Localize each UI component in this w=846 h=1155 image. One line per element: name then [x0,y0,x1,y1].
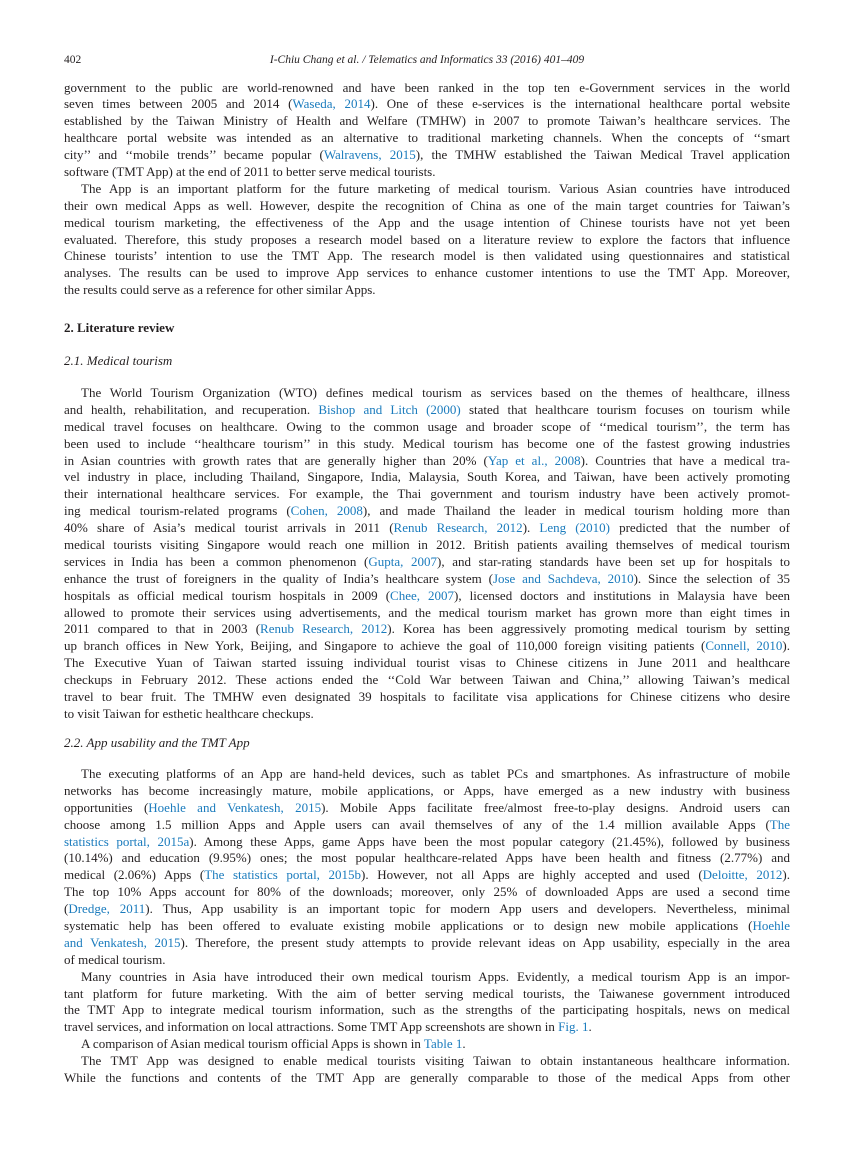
body-text: ). Therefore, the present study attempts to provide relevant ideas on App usability, especially in the area [180,934,790,950]
citation-link[interactable]: The statistics portal, 2015b [204,867,362,883]
citation-link[interactable]: Walravens, 2015 [323,147,416,163]
body-text: travel services, and information on local attractions. Some TMT App screenshots are shown in [64,1019,559,1035]
body-line [64,689,790,706]
body-text: medical travel focuses on healthcare. Owing to the common usage and broader scope of ‘‘medical tourism’’, the term has [64,418,790,434]
body-text: . [462,1036,466,1052]
body-text: ). However, not all Apps are highly accepted and used ( [361,867,703,883]
body-text: ), the TMHW established the Taiwan Medical Travel application [415,147,790,163]
body-text: ). Thus, App usability is an important topic for modern App users and developers. Nevertheless, minimal [145,901,790,917]
body-line [64,402,790,419]
body-line [64,453,790,470]
body-line [64,986,790,1003]
citation-link[interactable]: Renub Research, 2012 [393,520,523,536]
body-line [64,96,790,113]
body-text: ( [64,901,69,917]
body-line [64,706,790,723]
body-line [64,969,790,986]
body-text: ). Korea has been aggressively promoting medical tourism by setting [387,621,790,637]
body-text: to visit Taiwan for esthetic healthcare checkups. [64,705,314,721]
body-line [64,952,790,969]
citation-link[interactable]: Connell, 2010 [705,638,783,654]
body-line [64,655,790,672]
body-line [64,571,790,588]
body-text: 40% share of Asia’s medical tourist arrivals in 2011 ( [64,520,394,536]
body-line [64,1053,790,1070]
body-line [64,486,790,503]
body-text: software (TMT App) at the end of 2011 to better serve medical tourists. [64,163,436,179]
body-line [64,850,790,867]
body-text: The TMT App was designed to enable medical tourists visiting Taiwan to obtain instantaneous healthcare information. [81,1053,790,1069]
body-text: ). [522,520,540,536]
citation-link[interactable]: Chee, 2007 [390,587,455,603]
body-text: opportunities ( [64,799,149,815]
body-line [64,588,790,605]
citation-link[interactable]: Fig. 1 [558,1019,589,1035]
citation-link[interactable]: and Venkatesh, 2015 [64,934,181,950]
subsection-heading-app-usability: 2.2. App usability and the TMT App [64,735,250,750]
body-line [64,419,790,436]
body-line [64,817,790,834]
body-line [64,901,790,918]
body-text: systematic help has been offered to evaluate existing mobile applications or to design new mobile applications ( [64,918,753,934]
body-text: established by the Taiwan Ministry of Health and Welfare (TMHW) in 2007 to promote Taiwan’s healthcare services. The [64,113,790,129]
body-text: and health, rehabilitation, and recuperation. [64,401,319,417]
body-text: checkups in February 2012. These actions ended the ‘‘Cold War between Taiwan and China,’’ allowing Taiwan’s medical [64,672,790,688]
page-number: 402 [64,54,82,66]
body-text: The Executive Yuan of Taiwan started issuing individual tourist visas to Chinese citizens in June 2011 and healthcare [64,655,790,671]
body-text: The App is an important platform for the future marketing of medical tourism. Various Asian countries have introduced [81,180,790,196]
body-text: ), licensed doctors and institutions in Malaysia have been [454,587,790,603]
body-text: A comparison of Asian medical tourism official Apps is shown in [81,1036,424,1052]
body-text: ). [782,867,790,883]
body-text: their international healthcare services. For example, the Thai government and tourism industry have been actively promot- [64,486,790,502]
body-text: government to the public are world-renowned and have been ranked in the top ten e-Government services in the world [64,79,790,95]
body-text: 2011 compared to that in 2003 ( [64,621,261,637]
body-line [64,248,790,265]
body-text: vel industry in place, including Thailand, Singapore, India, Malaysia, South Korea, and Taiwan, have been actively promoting [64,469,790,485]
body-line [64,385,790,402]
body-text: the results could serve as a reference for other similar Apps. [64,282,376,298]
body-text: up branch offices in New York, Beijing, and Singapore to achieve the goal of 110,000 foreign visiting patients ( [64,638,706,654]
citation-link[interactable]: Jose and Sachdeva, 2010 [492,570,634,586]
body-text: enhance the trust of foreigners in the quality of India’s healthcare system ( [64,570,493,586]
body-text: The World Tourism Organization (WTO) defines medical tourism as services based on the themes of healthcare, illness [81,385,790,400]
body-line [64,147,790,164]
body-text: ). Since the selection of 35 [633,570,790,586]
body-line [64,834,790,851]
citation-link[interactable]: Waseda, 2014 [292,96,371,112]
body-text: their own medical Apps as well. However, despite the recognition of China as one of the main target countries for Taiwan’s [64,197,790,213]
body-text: The executing platforms of an App are hand-held devices, such as tablet PCs and smartphones. As infrastructure of mobile [81,766,790,781]
body-text: allowed to promote their services using advertisements, and the medical tourism market has grown more than eight times in [64,604,790,620]
body-line [64,537,790,554]
body-line [64,867,790,884]
citation-link[interactable]: Table 1 [423,1036,463,1052]
body-line [64,935,790,952]
subsection-heading-medical-tourism: 2.1. Medical tourism [64,353,173,368]
body-text: city’’ and ‘‘mobile trends’’ became popular ( [64,147,324,163]
body-line [64,918,790,935]
body-text: The top 10% Apps account for 80% of the downloads; moreover, only 25% of downloaded Apps are used a second time [64,884,790,900]
body-line [64,130,790,147]
body-text: networks has become increasingly mature, mobile applications, or Apps, have emerged as a new industry with business [64,782,790,798]
body-text: choose among 1.5 million Apps and Apple users can avail themselves of any of the 1.4 million available Apps ( [64,816,770,832]
intro-paragraphs [64,80,790,300]
body-text: (10.14%) and education (9.95%) ones; the most popular healthcare-related Apps have been health and fitness (2.77%) and [64,850,790,866]
citation-link[interactable]: Leng (2010) [539,520,610,536]
body-line [64,113,790,130]
section-heading-literature-review: 2. Literature review [64,320,175,335]
running-header [64,52,790,69]
body-text: medical tourism marketing, the effectiveness of the App and the usage intention of Chinese tourists have not yet been [64,214,790,230]
body-line [64,766,790,783]
body-line [64,605,790,622]
body-line [64,265,790,282]
body-text: the TMT App to integrate medical tourism information, such as the strengths of the participating hospitals, news on medical [64,1002,790,1018]
body-line [64,164,790,181]
body-line [64,436,790,453]
citation-link[interactable]: Gupta, 2007 [368,553,438,569]
citation-link[interactable]: statistics portal, 2015a [64,833,190,849]
body-text: ). Countries that have a medical tra- [580,452,791,468]
body-text: travel to bear fruit. The TMHW even designated 39 hospitals to facilitate visa applications for Chinese citizens who desire [64,689,790,705]
body-text: of medical tourism. [64,951,166,967]
body-line [64,884,790,901]
body-line [64,215,790,232]
body-text: healthcare portal website was intended as an alternative to traditional marketing channels. When the concepts of ‘‘smart [64,130,790,146]
body-text: . [588,1019,592,1035]
body-text: in Asian countries with growth rates that are generally higher than 20% ( [64,452,488,468]
body-text: Many countries in Asia have introduced their own medical tourism Apps. Evidently, a medical tourism App is an impor- [81,968,790,984]
body-text: ), and made Thailand the leader in medical tourism holding more than [362,503,790,519]
body-text: analyses. The results can be used to improve App services to enhance customer intentions to use the TMT App. Moreover, [64,265,790,281]
citation-link[interactable]: Bishop and Litch (2000) [318,401,461,417]
body-line [64,638,790,655]
body-line [64,181,790,198]
running-title: I-Chiu Chang et al. / Telematics and Informatics 33 (2016) 401–409 [269,54,585,66]
body-line [64,621,790,638]
citation-link[interactable]: The [769,816,790,832]
body-line [64,1036,790,1053]
body-line [64,198,790,215]
body-text: predicted that the number of [609,520,790,536]
body-line [64,232,790,249]
body-line [64,672,790,689]
body-line [64,1019,790,1036]
body-line [64,80,790,97]
citation-link[interactable]: Dredge, 2011 [68,901,146,917]
body-text: evaluated. Therefore, this study proposes a research model based on a literature review to explore the factors that influence [64,231,790,247]
body-line [64,1070,790,1087]
body-line [64,783,790,800]
body-text: medical tourists visiting Singapore would reach one million in 2012. British patients availing themselves of medical tourism [64,537,790,553]
body-text: been used to include ‘‘healthcare tourism’’ in this study. Medical tourism has become one of the fastest growing industries [64,435,790,451]
body-line [64,1002,790,1019]
body-text: seven times between 2005 and 2014 ( [64,96,293,112]
body-line [64,800,790,817]
body-text: ). Among these Apps, game Apps have been the most popular category (21.45%), followed by business [189,833,790,849]
body-line [64,554,790,571]
body-line [64,503,790,520]
body-line [64,282,790,299]
citation-link[interactable]: Hoehle and Venkatesh, 2015 [148,799,322,815]
body-text: ). Mobile Apps facilitate free/almost free-to-play designs. Android users can [321,799,790,815]
body-text: tant platform for future marketing. With the aim of better serving medical tourists, the Taiwanese government introduced [64,985,790,1001]
app-usability-paragraphs [64,766,790,1087]
body-text: hospitals as official medical tourism hospitals in 2009 ( [64,587,391,603]
citation-link[interactable]: Yap et al., 2008 [487,452,581,468]
body-line [64,469,790,486]
citation-link[interactable]: Cohen, 2008 [290,503,363,519]
body-text: ing medical tourism-related programs ( [64,503,291,519]
body-text: medical (2.06%) Apps ( [64,867,205,883]
medical-tourism-paragraph [64,385,790,723]
body-line [64,520,790,537]
body-text: stated that healthcare tourism focuses on tourism while [460,401,790,417]
citation-link[interactable]: Hoehle [752,918,790,934]
body-text: services in India has been a common phenomenon ( [64,553,369,569]
citation-link[interactable]: Deloitte, 2012 [702,867,783,883]
body-text: ). [782,638,791,654]
body-text: Chinese tourists’ intention to use the TMT App. The research model is then validated using questionnaires and statistical [64,248,790,264]
body-text: ), and star-rating standards have been set up for hospitals to [437,553,790,569]
citation-link[interactable]: Renub Research, 2012 [260,621,388,637]
body-text: ). One of these e-services is the international healthcare portal website [370,96,790,112]
body-text: While the functions and contents of the TMT App are generally comparable to those of the medical Apps from other [64,1070,790,1086]
